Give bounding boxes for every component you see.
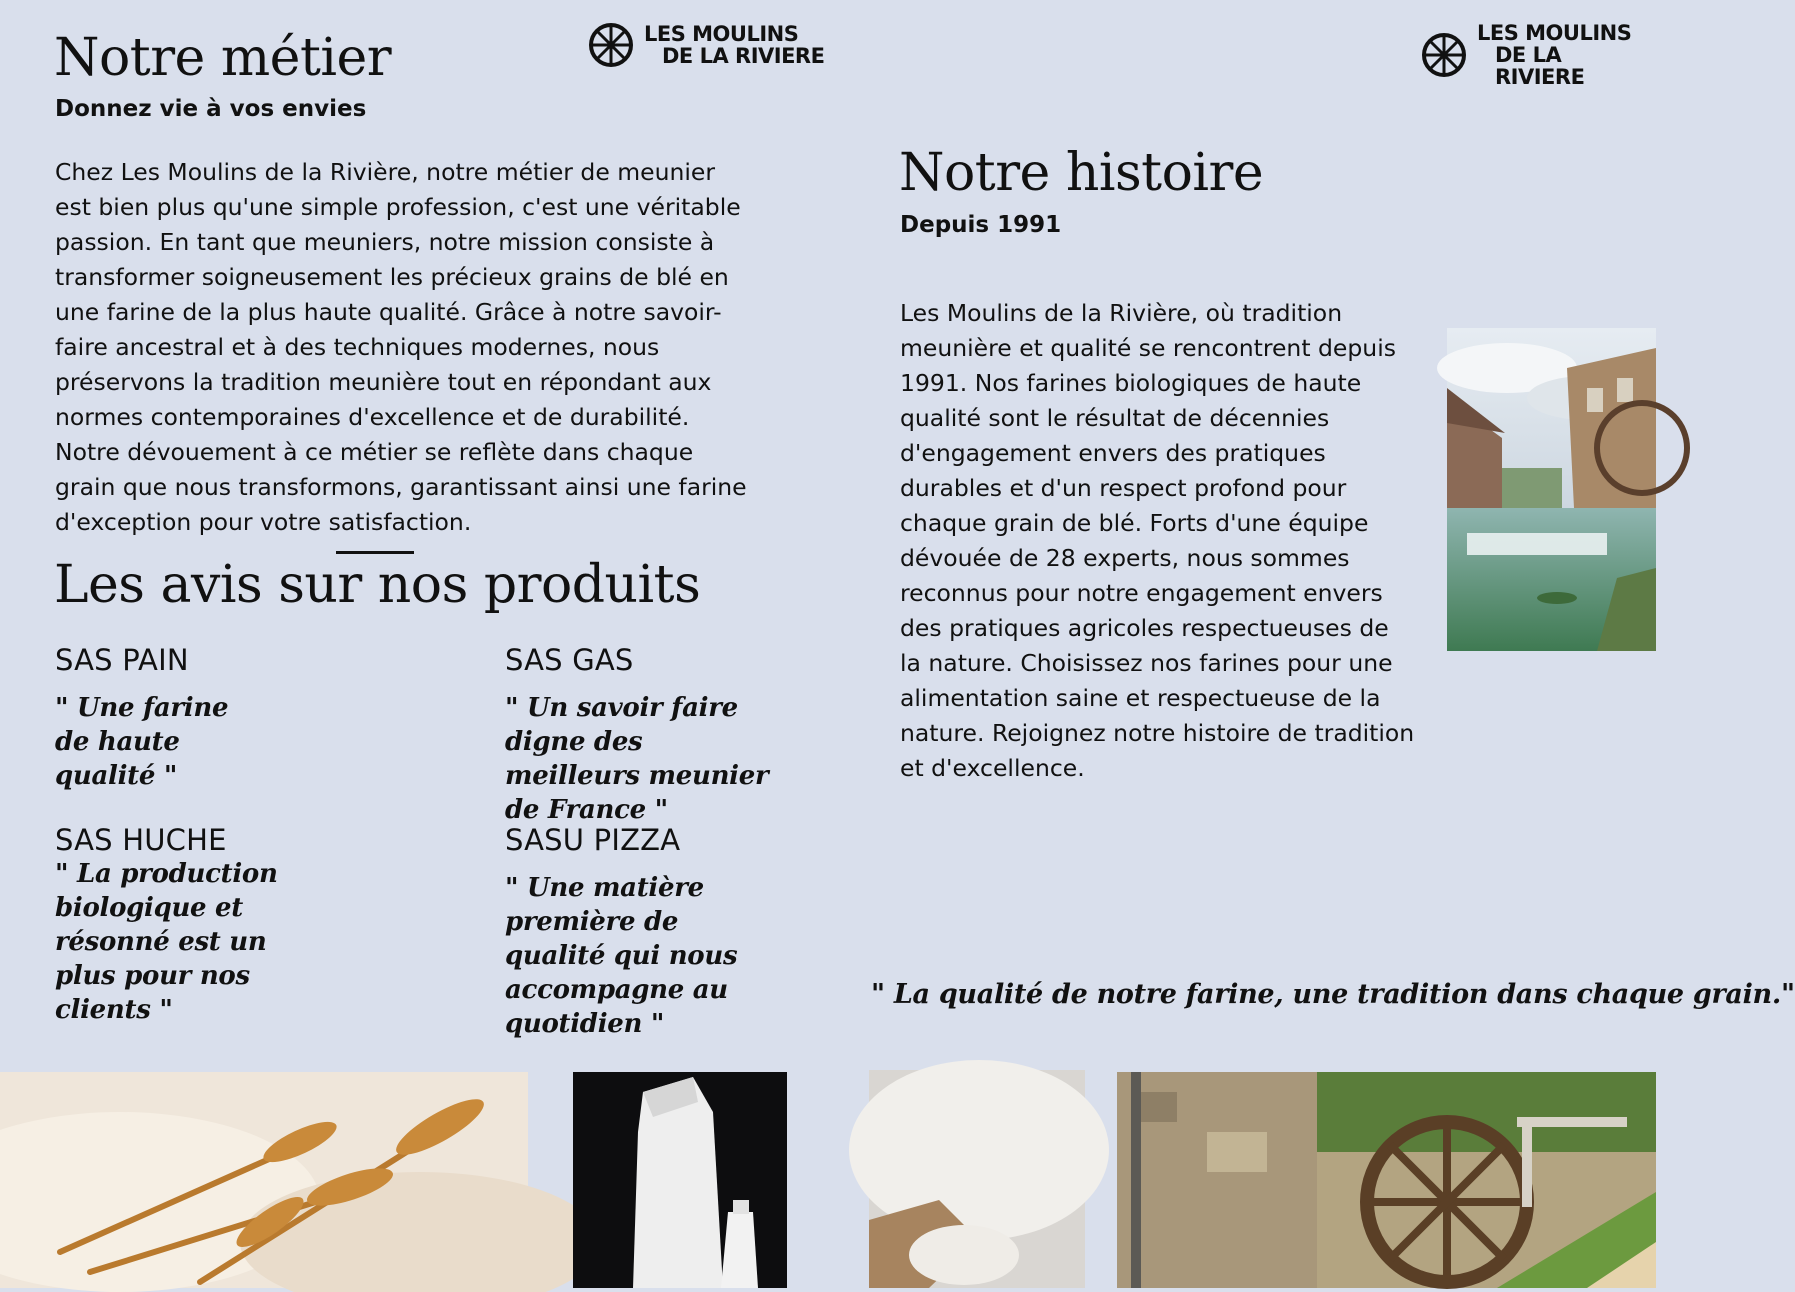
brand-line1: LES MOULINS	[1477, 21, 1632, 45]
review-name: SAS PAIN	[55, 643, 189, 677]
brand-line2: DE LA RIVIERE	[1495, 43, 1585, 89]
review-quote: " Une farine de haute qualité "	[55, 693, 229, 791]
review-card-3	[55, 823, 415, 1027]
section-divider	[336, 551, 414, 554]
histoire-subtitle: Depuis 1991	[900, 212, 1062, 238]
brand-logo-right	[1421, 22, 1656, 88]
review-card-2	[505, 643, 805, 827]
review-card-1	[55, 643, 415, 793]
water-wheel-photo	[1117, 1072, 1656, 1288]
metier-title: Notre métier	[54, 28, 392, 88]
mill-wheel-icon	[1421, 32, 1467, 78]
mill-river-photo	[1447, 328, 1656, 651]
histoire-paragraph: Les Moulins de la Rivière, où tradition meunière et qualité se rencontrent depuis 1991. Nos farines biologiques de haute qualité sont le résultat de décennies d'engagement envers des pratiques durables et d'un respect profond pour chaque grain de blé. Forts d'une équipe dévouée de 28 experts, nous sommes reconnus pour notre engagement envers des pratiques agricoles respectueuses de la nature. Choisissez nos farines pour une alimentation saine et respectueuse de la nature. Rejoignez notre histoire de tradition et d'excellence.	[900, 299, 1415, 782]
reviews-title: Les avis sur nos produits	[54, 555, 701, 615]
review-quote: " Un savoir faire digne des meilleurs meunier de France "	[505, 693, 769, 825]
review-name: SAS HUCHE	[55, 823, 227, 857]
review-name: SAS GAS	[505, 643, 634, 677]
review-name: SASU PIZZA	[505, 823, 681, 857]
brand-line2: DE LA RIVIERE	[662, 44, 825, 68]
histoire-title: Notre histoire	[899, 143, 1264, 203]
brand-line1: LES MOULINS	[644, 22, 799, 46]
mill-wheel-icon	[588, 22, 634, 68]
review-card-4	[505, 823, 805, 1041]
brand-name	[644, 23, 824, 67]
flour-scoop-photo	[869, 1070, 1085, 1288]
tagline-quote: " La qualité de notre farine, une tradition dans chaque grain."	[871, 979, 1795, 1010]
metier-paragraph: Chez Les Moulins de la Rivière, notre métier de meunier est bien plus qu'une simple profession, c'est une véritable passion. En tant que meuniers, notre mission consiste à transformer soigneusement les précieux grains de blé en une farine de la plus haute qualité. Grâce à notre savoir-faire ancestral et à des techniques modernes, nous préservons la tradition meunière tout en répondant aux normes contemporaines d'excellence et de durabilité. Notre dévouement à ce métier se reflète dans chaque grain que nous transformons, garantissant ainsi une farine d'exception pour votre satisfaction.	[55, 158, 747, 536]
brand-logo-left	[588, 22, 824, 68]
review-quote: " Une matière première de qualité qui nous accompagne au quotidien "	[505, 873, 738, 1039]
flour-bag-photo	[573, 1072, 787, 1288]
review-quote: " La production biologique et résonné est un plus pour nos clients "	[55, 859, 278, 1025]
metier-subtitle: Donnez vie à vos envies	[55, 96, 367, 122]
wheat-flour-photo	[0, 1072, 528, 1288]
brand-name	[1477, 22, 1656, 88]
